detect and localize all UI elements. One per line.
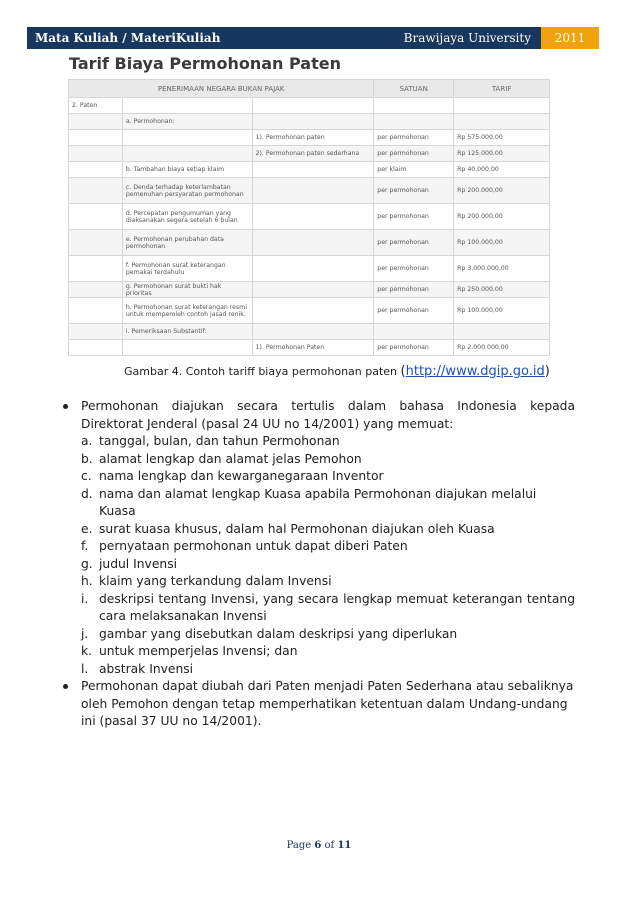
table-cell: per permohonan <box>374 204 454 230</box>
table-cell <box>69 230 123 256</box>
table-cell <box>252 324 374 340</box>
table-cell: per permohonan <box>374 282 454 298</box>
list-text: deskripsi tentang Invensi, yang secara lengkap memuat keterangan tentang cara melaksanakan Invensi <box>99 591 575 623</box>
list-text: judul Invensi <box>99 556 178 571</box>
list-letter: i. <box>81 591 89 606</box>
table-row <box>69 114 550 130</box>
list-item <box>81 433 575 451</box>
table-cell: Rp 250.000,00 <box>454 282 550 298</box>
table-cell <box>252 114 374 130</box>
list-item <box>81 573 575 591</box>
table-cell: Rp 100.000,00 <box>454 298 550 324</box>
table-cell <box>69 114 123 130</box>
table-cell <box>69 204 123 230</box>
bullet-dot <box>63 404 68 409</box>
list-text: nama lengkap dan kewarganegaraan Inventor <box>99 469 384 483</box>
table-cell <box>69 298 123 324</box>
list-letter: d. <box>81 486 93 501</box>
list-item <box>81 451 575 469</box>
list-item <box>81 538 575 556</box>
table-cell: per permohonan <box>374 256 454 282</box>
table-row <box>69 282 550 298</box>
table-cell: i. Pemeriksaan Substantif: <box>122 324 252 340</box>
table-row <box>69 204 550 230</box>
list-item <box>81 626 575 644</box>
column-header: SATUAN <box>374 80 454 98</box>
table-cell <box>374 98 454 114</box>
list-item <box>81 643 575 661</box>
table-cell <box>252 256 374 282</box>
table-cell: per permohonan <box>374 130 454 146</box>
table-cell <box>252 282 374 298</box>
list-text: abstrak Invensi <box>99 661 194 676</box>
table-cell <box>374 324 454 340</box>
list-letter: b. <box>81 451 93 466</box>
table-cell <box>69 324 123 340</box>
table-cell <box>69 282 123 298</box>
list-letter: h. <box>81 574 93 588</box>
list-item <box>81 591 575 626</box>
table-cell <box>122 98 252 114</box>
footer-of: of <box>321 840 338 851</box>
list-letter: j. <box>81 626 89 641</box>
table-cell <box>252 298 374 324</box>
list-item <box>81 468 575 486</box>
list-text: gambar yang disebutkan dalam deskripsi yang diperlukan <box>99 626 458 641</box>
requirements-list <box>81 433 575 678</box>
body-content <box>60 398 575 731</box>
current-page: 6 <box>314 840 322 851</box>
total-pages: 11 <box>337 840 352 851</box>
table-row <box>69 162 550 178</box>
table-row <box>69 298 550 324</box>
table-row <box>69 256 550 282</box>
bullet-item <box>60 398 575 433</box>
list-item <box>81 486 575 521</box>
table-row <box>69 130 550 146</box>
list-item <box>81 661 575 679</box>
table-row <box>69 340 550 356</box>
table-cell: per permohonan <box>374 146 454 162</box>
year-badge: 2011 <box>541 27 599 49</box>
bullet-item <box>60 678 575 731</box>
list-letter: k. <box>81 644 93 658</box>
table-cell: h. Permohonan surat keterangan resmi untuk memperoleh contoh jasad renik. <box>122 298 252 324</box>
list-letter: e. <box>81 521 93 536</box>
table-cell <box>454 98 550 114</box>
table-cell: per klaim <box>374 162 454 178</box>
table-cell: per permohonan <box>374 298 454 324</box>
table-cell: f. Permohonan surat keterangan pemakai terdahulu <box>122 256 252 282</box>
table-cell: Rp 200.000,00 <box>454 204 550 230</box>
table-cell <box>69 146 123 162</box>
table-cell: Rp 100.000,00 <box>454 230 550 256</box>
column-header: PENERIMAAN NEGARA BUKAN PAJAK <box>69 80 374 98</box>
table-cell <box>252 230 374 256</box>
table-cell: e. Permohonan perubahan data permohonan <box>122 230 252 256</box>
table-cell: Rp 2.000.000,00 <box>454 340 550 356</box>
column-header: TARIF <box>454 80 550 98</box>
tariff-figure <box>65 52 550 358</box>
table-row <box>69 178 550 204</box>
university-name: Brawijaya University <box>403 31 531 45</box>
caption-close-paren: ) <box>544 364 550 379</box>
table-cell: 1). Permohonan paten <box>252 130 374 146</box>
list-text: klaim yang terkandung dalam Invensi <box>99 574 332 588</box>
table-cell: b. Tambahan biaya setiap klaim <box>122 162 252 178</box>
table-cell <box>122 130 252 146</box>
table-cell: a. Permohonan: <box>122 114 252 130</box>
bullet-text: Permohonan dapat diubah dari Paten menjadi Paten Sederhana atau sebaliknya oleh Pemohon dengan tetap memperhatikan ketentuan dalam Undang-undang ini (pasal 37 UU no 14/2001). <box>81 679 574 728</box>
table-cell <box>122 340 252 356</box>
table-cell: g. Permohonan surat bukti hak prioritas <box>122 282 252 298</box>
source-link[interactable]: http://www.dgip.go.id <box>405 364 545 379</box>
table-cell: per permohonan <box>374 340 454 356</box>
caption-text: Gambar 4. Contoh tariff biaya permohonan paten <box>124 365 401 378</box>
list-item <box>81 521 575 539</box>
table-cell: per permohonan <box>374 178 454 204</box>
table-cell <box>252 162 374 178</box>
table-cell: 2). Permohonan paten sederhana <box>252 146 374 162</box>
list-letter: a. <box>81 434 93 448</box>
table-cell: d. Percepatan pengumuman yang diaksanakan segera setelah 6 bulan <box>122 204 252 230</box>
list-letter: l. <box>81 661 89 676</box>
table-row <box>69 146 550 162</box>
figure-caption <box>124 364 550 379</box>
table-cell <box>252 178 374 204</box>
table-cell <box>122 146 252 162</box>
table-cell <box>454 324 550 340</box>
table-cell <box>69 178 123 204</box>
list-item <box>81 556 575 574</box>
table-row <box>69 230 550 256</box>
table-cell <box>252 204 374 230</box>
table-cell: 1). Permohonan Paten <box>252 340 374 356</box>
table-cell: Rp 575.000,00 <box>454 130 550 146</box>
table-cell: per permohonan <box>374 230 454 256</box>
list-text: pernyataan permohonan untuk dapat diberi Paten <box>99 539 408 553</box>
list-text: untuk memperjelas Invensi; dan <box>99 644 298 658</box>
table-cell: c. Denda terhadap keterlambatan pemenuhan persyaratan permohonan <box>122 178 252 204</box>
table-row <box>69 98 550 114</box>
table-cell: Rp 3.000.000,00 <box>454 256 550 282</box>
table-cell: Rp 125.000,00 <box>454 146 550 162</box>
table-cell <box>69 130 123 146</box>
table-cell <box>69 256 123 282</box>
table-cell <box>252 98 374 114</box>
table-cell <box>374 114 454 130</box>
list-letter: f. <box>81 539 89 553</box>
figure-title: Tarif Biaya Permohonan Paten <box>69 54 341 73</box>
footer-prefix: Page <box>286 840 315 851</box>
table-cell: 2. Paten <box>69 98 123 114</box>
list-text: nama dan alamat lengkap Kuasa apabila Permohonan diajukan melalui Kuasa <box>99 486 537 518</box>
list-text: alamat lengkap dan alamat jelas Pemohon <box>99 451 362 466</box>
table-cell <box>69 162 123 178</box>
tariff-table <box>68 79 550 356</box>
table-cell <box>69 340 123 356</box>
page-header <box>27 27 599 49</box>
list-letter: g. <box>81 556 93 571</box>
caption-open-paren: ( <box>400 364 406 379</box>
bullet-dot <box>63 684 68 689</box>
table-cell <box>454 114 550 130</box>
table-row <box>69 324 550 340</box>
list-letter: c. <box>81 469 92 483</box>
list-text: tanggal, bulan, dan tahun Permohonan <box>99 434 340 448</box>
bullet-text: Permohonan diajukan secara tertulis dalam bahasa Indonesia kepada Direktorat Jenderal (pasal 24 UU no 14/2001) yang memuat: <box>81 399 575 431</box>
table-cell: Rp 40.000,00 <box>454 162 550 178</box>
course-title: Mata Kuliah / MateriKuliah <box>35 31 221 45</box>
list-text: surat kuasa khusus, dalam hal Permohonan diajukan oleh Kuasa <box>99 521 495 536</box>
page-footer <box>0 840 638 851</box>
table-cell: Rp 200.000,00 <box>454 178 550 204</box>
